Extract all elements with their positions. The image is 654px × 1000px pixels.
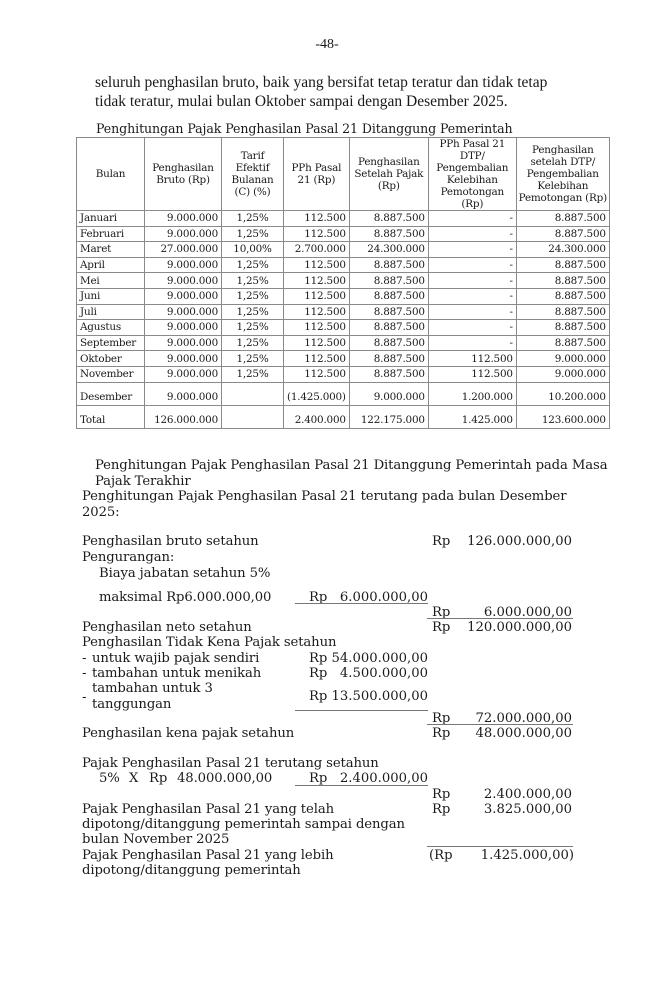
section2-heading-line-2: Pajak Terakhir xyxy=(95,474,191,489)
total-rule xyxy=(427,618,573,619)
cell-setelah-pajak: 9.000.000 xyxy=(349,382,428,405)
cell-setelah-dtp: 8.887.500 xyxy=(516,320,609,336)
pph-final-rule xyxy=(427,846,573,847)
cell-month: April xyxy=(77,257,145,273)
pph-times: X xyxy=(129,771,139,786)
biaya-jabatan-label-1: Biaya jabatan setahun 5% xyxy=(99,566,271,581)
cell-pph: 2.400.000 xyxy=(284,405,350,428)
cell-pph: 112.500 xyxy=(284,211,350,227)
cell-tarif: 1,25% xyxy=(222,335,284,351)
cell-setelah-dtp: 8.887.500 xyxy=(516,226,609,242)
pph-dipotong-line-3: bulan November 2025 xyxy=(82,832,230,847)
header-pph-pasal-21: PPh Pasal 21 (Rp) xyxy=(284,138,350,211)
header-penghasilan-setelah-dtp: Penghasilan setelah DTP/ Pengembalian Kelebihan Pemotongan (Rp) xyxy=(516,138,609,211)
cell-bruto: 9.000.000 xyxy=(145,211,222,227)
cell-setelah-dtp: 24.300.000 xyxy=(516,242,609,258)
cell-setelah-dtp: 9.000.000 xyxy=(516,351,609,367)
header-bulan: Bulan xyxy=(77,138,145,211)
pph-terutang-total-value: 2.400.000,00 xyxy=(483,787,572,802)
table-header-row xyxy=(77,138,610,211)
ptkp-item-1-label: untuk wajib pajak sendiri xyxy=(92,651,260,666)
pkp-currency: Rp xyxy=(432,726,451,741)
cell-tarif: 1,25% xyxy=(222,351,284,367)
ptkp-item-3-value: 13.500.000,00 xyxy=(331,689,428,704)
header-penghasilan-setelah-pajak: Penghasilan Setelah Pajak (Rp) xyxy=(349,138,428,211)
cell-dtp: - xyxy=(428,273,516,289)
ptkp-bullet-3: - xyxy=(82,690,87,705)
cell-dtp: 1.200.000 xyxy=(428,382,516,405)
page-number: -48- xyxy=(315,37,339,52)
ptkp-bullet-2: - xyxy=(82,666,87,681)
cell-bruto: 9.000.000 xyxy=(145,304,222,320)
table-row xyxy=(77,273,610,289)
cell-tarif: 10,00% xyxy=(222,242,284,258)
cell-tarif: 1,25% xyxy=(222,273,284,289)
pkp-label: Penghasilan kena pajak setahun xyxy=(82,726,295,741)
cell-month: September xyxy=(77,335,145,351)
cell-month: Desember xyxy=(77,382,145,405)
cell-bruto: 9.000.000 xyxy=(145,257,222,273)
cell-pph: 112.500 xyxy=(284,366,350,382)
bruto-value: 126.000.000,00 xyxy=(467,534,572,549)
cell-dtp: 1.425.000 xyxy=(428,405,516,428)
cell-setelah-dtp: 8.887.500 xyxy=(516,335,609,351)
cell-dtp: 112.500 xyxy=(428,351,516,367)
cell-dtp: - xyxy=(428,304,516,320)
cell-month: Oktober xyxy=(77,351,145,367)
cell-bruto: 9.000.000 xyxy=(145,382,222,405)
ptkp-total-rule xyxy=(427,724,573,725)
pph-dipotong-line-2: dipotong/ditanggung pemerintah sampai dengan xyxy=(82,817,405,832)
pph-base-currency: Rp xyxy=(149,771,168,786)
intro-line-1: seluruh penghasilan bruto, baik yang bersifat tetap teratur dan tidak tetap xyxy=(95,74,548,91)
biaya-jabatan-value: 6.000.000,00 xyxy=(339,590,428,605)
cell-setelah-dtp: 8.887.500 xyxy=(516,273,609,289)
cell-tarif: 1,25% xyxy=(222,366,284,382)
ptkp-item-2-currency: Rp xyxy=(309,666,328,681)
cell-setelah-pajak: 8.887.500 xyxy=(349,304,428,320)
cell-month: Maret xyxy=(77,242,145,258)
pph-lebih-currency: (Rp xyxy=(429,848,453,863)
cell-dtp: - xyxy=(428,335,516,351)
cell-setelah-dtp: 8.887.500 xyxy=(516,288,609,304)
table-row xyxy=(77,320,610,336)
cell-setelah-dtp: 9.000.000 xyxy=(516,366,609,382)
cell-month: Total xyxy=(77,405,145,428)
cell-bruto: 9.000.000 xyxy=(145,366,222,382)
table-row xyxy=(77,211,610,227)
cell-bruto: 9.000.000 xyxy=(145,335,222,351)
pph-terutang-label: Pajak Penghasilan Pasal 21 terutang setahun xyxy=(82,756,379,771)
cell-pph: 112.500 xyxy=(284,351,350,367)
bruto-label: Penghasilan bruto setahun xyxy=(82,534,259,549)
pph-terutang-currency: Rp xyxy=(309,771,328,786)
cell-dtp: 112.500 xyxy=(428,366,516,382)
cell-setelah-pajak: 8.887.500 xyxy=(349,351,428,367)
cell-tarif: 1,25% xyxy=(222,304,284,320)
cell-dtp: - xyxy=(428,288,516,304)
section2-subheading-line-2: 2025: xyxy=(82,505,120,520)
pkp-value: 48.000.000,00 xyxy=(475,726,572,741)
ptkp-item-3-label-1: tambahan untuk 3 xyxy=(92,681,213,696)
table-row xyxy=(77,351,610,367)
ptkp-item-2-label: tambahan untuk menikah xyxy=(92,666,262,681)
cell-pph: 112.500 xyxy=(284,226,350,242)
table-row xyxy=(77,226,610,242)
pph-lebih-line-1: Pajak Penghasilan Pasal 21 yang lebih xyxy=(82,848,334,863)
neto-label: Penghasilan neto setahun xyxy=(82,620,252,635)
pengurangan-label: Pengurangan: xyxy=(82,550,175,565)
cell-setelah-pajak: 8.887.500 xyxy=(349,335,428,351)
cell-bruto: 27.000.000 xyxy=(145,242,222,258)
cell-month: Juni xyxy=(77,288,145,304)
section2-subheading-line-1: Penghitungan Pajak Penghasilan Pasal 21 terutang pada bulan Desember xyxy=(82,489,567,504)
neto-value: 120.000.000,00 xyxy=(467,620,572,635)
pph-subtotal-rule xyxy=(295,785,428,786)
cell-pph: 112.500 xyxy=(284,257,350,273)
table-row xyxy=(77,366,610,382)
cell-setelah-dtp: 10.200.000 xyxy=(516,382,609,405)
cell-pph: 112.500 xyxy=(284,288,350,304)
header-pph-dtp: PPh Pasal 21 DTP/ Pengembalian Kelebihan Pemotongan (Rp) xyxy=(428,138,516,211)
cell-tarif: 1,25% xyxy=(222,226,284,242)
table-row xyxy=(77,242,610,258)
cell-tarif: 1,25% xyxy=(222,257,284,273)
cell-setelah-dtp: 8.887.500 xyxy=(516,211,609,227)
ptkp-total-value: 72.000.000,00 xyxy=(475,711,572,726)
cell-pph: 112.500 xyxy=(284,273,350,289)
table-row xyxy=(77,288,610,304)
pph-lebih-value: 1.425.000,00) xyxy=(480,848,574,863)
cell-tarif: 1,25% xyxy=(222,211,284,227)
cell-dtp: - xyxy=(428,242,516,258)
table-title: Penghitungan Pajak Penghasilan Pasal 21 Ditanggung Pemerintah xyxy=(96,121,513,136)
cell-tarif xyxy=(222,405,284,428)
ptkp-item-3-label-2: tanggungan xyxy=(92,697,172,712)
cell-pph: 112.500 xyxy=(284,320,350,336)
cell-setelah-dtp: 123.600.000 xyxy=(516,405,609,428)
pph-rate: 5% xyxy=(99,771,120,786)
ptkp-bullet-1: - xyxy=(82,651,87,666)
cell-setelah-pajak: 122.175.000 xyxy=(349,405,428,428)
cell-bruto: 9.000.000 xyxy=(145,226,222,242)
ptkp-total-currency: Rp xyxy=(432,711,451,726)
cell-bruto: 9.000.000 xyxy=(145,273,222,289)
subtotal-rule xyxy=(295,603,428,604)
table-row xyxy=(77,335,610,351)
ptkp-item-1-currency: Rp xyxy=(309,651,328,666)
cell-setelah-pajak: 8.887.500 xyxy=(349,288,428,304)
ptkp-label: Penghasilan Tidak Kena Pajak setahun xyxy=(82,635,337,650)
cell-tarif: 1,25% xyxy=(222,320,284,336)
cell-pph: 112.500 xyxy=(284,335,350,351)
cell-pph: 2.700.000 xyxy=(284,242,350,258)
cell-setelah-pajak: 8.887.500 xyxy=(349,211,428,227)
cell-dtp: - xyxy=(428,320,516,336)
cell-month: Agustus xyxy=(77,320,145,336)
biaya-jabatan-currency: Rp xyxy=(309,590,328,605)
pengurangan-total-currency: Rp xyxy=(432,605,451,620)
pph-lebih-line-2: dipotong/ditanggung pemerintah xyxy=(82,863,301,878)
cell-pph: 112.500 xyxy=(284,304,350,320)
cell-setelah-pajak: 8.887.500 xyxy=(349,366,428,382)
ptkp-item-2-value: 4.500.000,00 xyxy=(339,666,428,681)
cell-month: Februari xyxy=(77,226,145,242)
cell-setelah-pajak: 24.300.000 xyxy=(349,242,428,258)
cell-dtp: - xyxy=(428,257,516,273)
cell-month: Januari xyxy=(77,211,145,227)
table-row xyxy=(77,257,610,273)
pph-terutang-total-currency: Rp xyxy=(432,787,451,802)
cell-month: November xyxy=(77,366,145,382)
tax-table xyxy=(76,137,610,429)
cell-month: Juli xyxy=(77,304,145,320)
header-penghasilan-bruto: Penghasilan Bruto (Rp) xyxy=(145,138,222,211)
neto-currency: Rp xyxy=(432,620,451,635)
cell-dtp: - xyxy=(428,211,516,227)
cell-setelah-pajak: 8.887.500 xyxy=(349,320,428,336)
table-row xyxy=(77,382,610,405)
ptkp-item-3-currency: Rp xyxy=(309,689,328,704)
cell-setelah-dtp: 8.887.500 xyxy=(516,257,609,273)
biaya-jabatan-label-2: maksimal Rp6.000.000,00 xyxy=(99,590,272,605)
cell-tarif xyxy=(222,382,284,405)
cell-setelah-pajak: 8.887.500 xyxy=(349,273,428,289)
table-row xyxy=(77,405,610,428)
header-tarif-efektif: Tarif Efektif Bulanan (C) (%) xyxy=(222,138,284,211)
ptkp-item-1-value: 54.000.000,00 xyxy=(331,651,428,666)
bruto-currency: Rp xyxy=(432,534,451,549)
pph-dipotong-currency: Rp xyxy=(432,802,451,817)
cell-bruto: 9.000.000 xyxy=(145,351,222,367)
table-row xyxy=(77,304,610,320)
cell-setelah-dtp: 8.887.500 xyxy=(516,304,609,320)
cell-bruto: 9.000.000 xyxy=(145,320,222,336)
intro-line-2: tidak teratur, mulai bulan Oktober sampai dengan Desember 2025. xyxy=(95,93,508,110)
cell-tarif: 1,25% xyxy=(222,288,284,304)
cell-pph: (1.425.000) xyxy=(284,382,350,405)
pph-base: 48.000.000,00 xyxy=(177,771,273,786)
cell-bruto: 9.000.000 xyxy=(145,288,222,304)
ptkp-subtotal-rule xyxy=(295,710,428,711)
pph-dipotong-line-1: Pajak Penghasilan Pasal 21 yang telah xyxy=(82,802,334,817)
cell-dtp: - xyxy=(428,226,516,242)
pengurangan-total-value: 6.000.000,00 xyxy=(483,605,572,620)
cell-setelah-pajak: 8.887.500 xyxy=(349,257,428,273)
cell-month: Mei xyxy=(77,273,145,289)
pph-terutang-value: 2.400.000,00 xyxy=(339,771,428,786)
section2-heading-line-1: Penghitungan Pajak Penghasilan Pasal 21 Ditanggung Pemerintah pada Masa xyxy=(95,458,608,473)
cell-setelah-pajak: 8.887.500 xyxy=(349,226,428,242)
cell-bruto: 126.000.000 xyxy=(145,405,222,428)
pph-dipotong-value: 3.825.000,00 xyxy=(483,802,572,817)
